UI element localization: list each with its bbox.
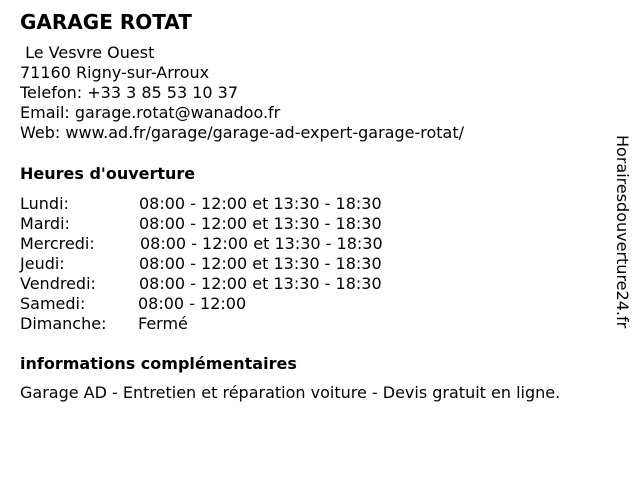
day-label: Mardi:	[20, 214, 70, 233]
hours-row-thursday	[20, 254, 440, 274]
time-value: Fermé	[138, 314, 188, 333]
page-title: GARAGE ROTAT	[20, 10, 192, 34]
watermark-text: Horairesdouverture24.fr	[613, 135, 632, 329]
day-label: Vendredi:	[20, 274, 96, 293]
web-line: Web: www.ad.fr/garage/garage-ad-expert-garage-rotat/	[20, 123, 464, 142]
address-city: 71160 Rigny-sur-Arroux	[20, 63, 210, 82]
hours-row-saturday	[20, 294, 440, 314]
hours-row-friday	[20, 274, 440, 294]
day-label: Dimanche:	[20, 314, 107, 333]
email-line: Email: garage.rotat@wanadoo.fr	[20, 103, 281, 122]
day-label: Mercredi:	[20, 234, 95, 253]
hours-row-sunday	[20, 314, 440, 334]
time-value: 08:00 - 12:00	[138, 294, 247, 313]
opening-hours-heading: Heures d'ouverture	[20, 164, 196, 183]
hours-row-tuesday	[20, 214, 440, 234]
additional-info-text: Garage AD - Entretien et réparation voiture - Devis gratuit en ligne.	[20, 383, 561, 402]
day-label: Lundi:	[20, 194, 69, 213]
time-value: 08:00 - 12:00 et 13:30 - 18:30	[139, 194, 382, 213]
contact-block	[20, 43, 464, 143]
day-label: Jeudi:	[20, 254, 65, 273]
additional-info-heading: informations complémentaires	[20, 354, 297, 373]
time-value: 08:00 - 12:00 et 13:30 - 18:30	[140, 234, 383, 253]
phone-line: Telefon: +33 3 85 53 10 37	[20, 83, 239, 102]
time-value: 08:00 - 12:00 et 13:30 - 18:30	[139, 274, 382, 293]
time-value: 08:00 - 12:00 et 13:30 - 18:30	[139, 214, 382, 233]
time-value: 08:00 - 12:00 et 13:30 - 18:30	[139, 254, 382, 273]
hours-row-wednesday	[20, 234, 440, 254]
site-watermark	[612, 135, 632, 367]
day-label: Samedi:	[20, 294, 86, 313]
hours-row-monday	[20, 194, 440, 214]
address-street: Le Vesvre Ouest	[20, 43, 155, 62]
opening-hours-table	[20, 194, 440, 334]
